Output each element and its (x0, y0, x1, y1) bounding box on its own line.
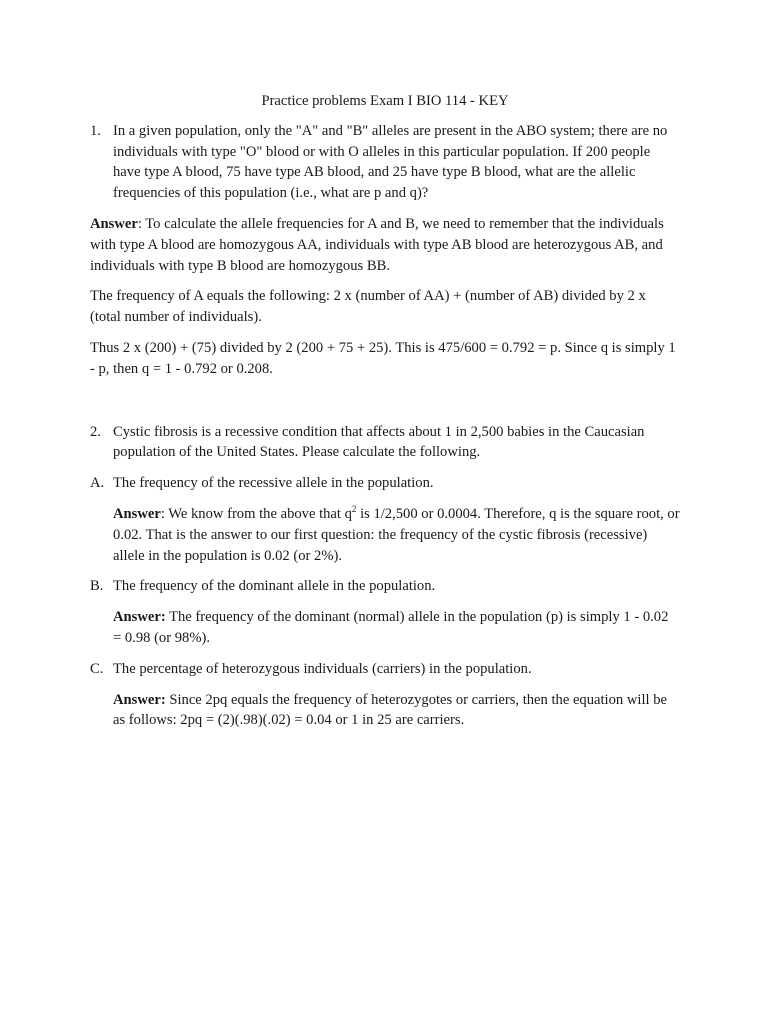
question-1-number: 1. (90, 122, 101, 139)
document-page (90, 91, 680, 731)
question-1-paragraph-2: The frequency of A equals the following: 2 x (number of AA) + (number of AB) divided by 2 x (total number of individuals). (90, 288, 646, 326)
question-1 (90, 121, 680, 204)
answer-text-post: is 1/2,500 or 0.0004. Therefore, q is the square root, or 0.02. That is the answer to our first question: the frequency of the cystic fibrosis (recessive) allele in the population is 0.02 (or 2%). (113, 505, 680, 564)
answer-label: Answer (113, 505, 161, 522)
part-b-text: The frequency of the dominant allele in the population. (113, 578, 436, 595)
part-c-answer (113, 690, 680, 732)
answer-text: : To calculate the allele frequencies for A and B, we need to remember that the individuals with type A blood are homozygous AA, individuals with type AB blood are heterozygous AB, and individuals with type B blood are homozygous BB. (90, 215, 664, 274)
answer-text: The frequency of the dominant (normal) allele in the population (p) is simply 1 - 0.02 = 0.98 (or 98%). (113, 609, 669, 646)
question-1-paragraph-3: Thus 2 x (200) + (75) divided by 2 (200 + 75 + 25). This is 475/600 = 0.792 = p. Since q is simply 1 - p, then q = 1 - 0.792 or 0.208. (90, 339, 676, 377)
question-2-number: 2. (90, 423, 101, 440)
superscript-2: 2 (351, 504, 357, 515)
question-2-text: Cystic fibrosis is a recessive condition that affects about 1 in 2,500 babies in the Caucasian population of the United States. Please calculate the following. (113, 423, 645, 461)
answer-label: Answer (90, 215, 138, 232)
question-1-answer (90, 214, 680, 276)
answer-text-pre: : We know from the above that q (160, 505, 352, 522)
part-b-letter: B. (90, 578, 104, 595)
part-a-text: The frequency of the recessive allele in the population. (113, 475, 434, 492)
answer-text: Since 2pq equals the frequency of heterozygotes or carriers, then the equation will be as follows: 2pq = (2)(.98)(.02) = 0.04 or 1 in 25 are carriers. (113, 691, 667, 729)
part-b-answer (113, 607, 680, 649)
part-a-letter: A. (90, 475, 105, 492)
part-c-letter: C. (90, 660, 104, 677)
part-c-text: The percentage of heterozygous individuals (carriers) in the population. (113, 660, 532, 677)
part-b (90, 576, 680, 597)
answer-label: Answer: (113, 609, 166, 626)
question-1-text: In a given population, only the "A" and "B" alleles are present in the ABO system; there are no individuals with type "O" blood or with O alleles in this particular population. If 200 people have type A blood, 75 have type AB blood, and 25 have type B blood, what are the allelic frequencies of this population (i.e., what are p and q)? (113, 122, 668, 202)
answer-label: Answer: (113, 691, 166, 708)
part-a (90, 473, 680, 494)
page-title: Practice problems Exam I BIO 114 - KEY (261, 93, 509, 109)
part-a-answer (113, 504, 680, 566)
question-2 (90, 422, 680, 464)
part-c (90, 659, 680, 680)
